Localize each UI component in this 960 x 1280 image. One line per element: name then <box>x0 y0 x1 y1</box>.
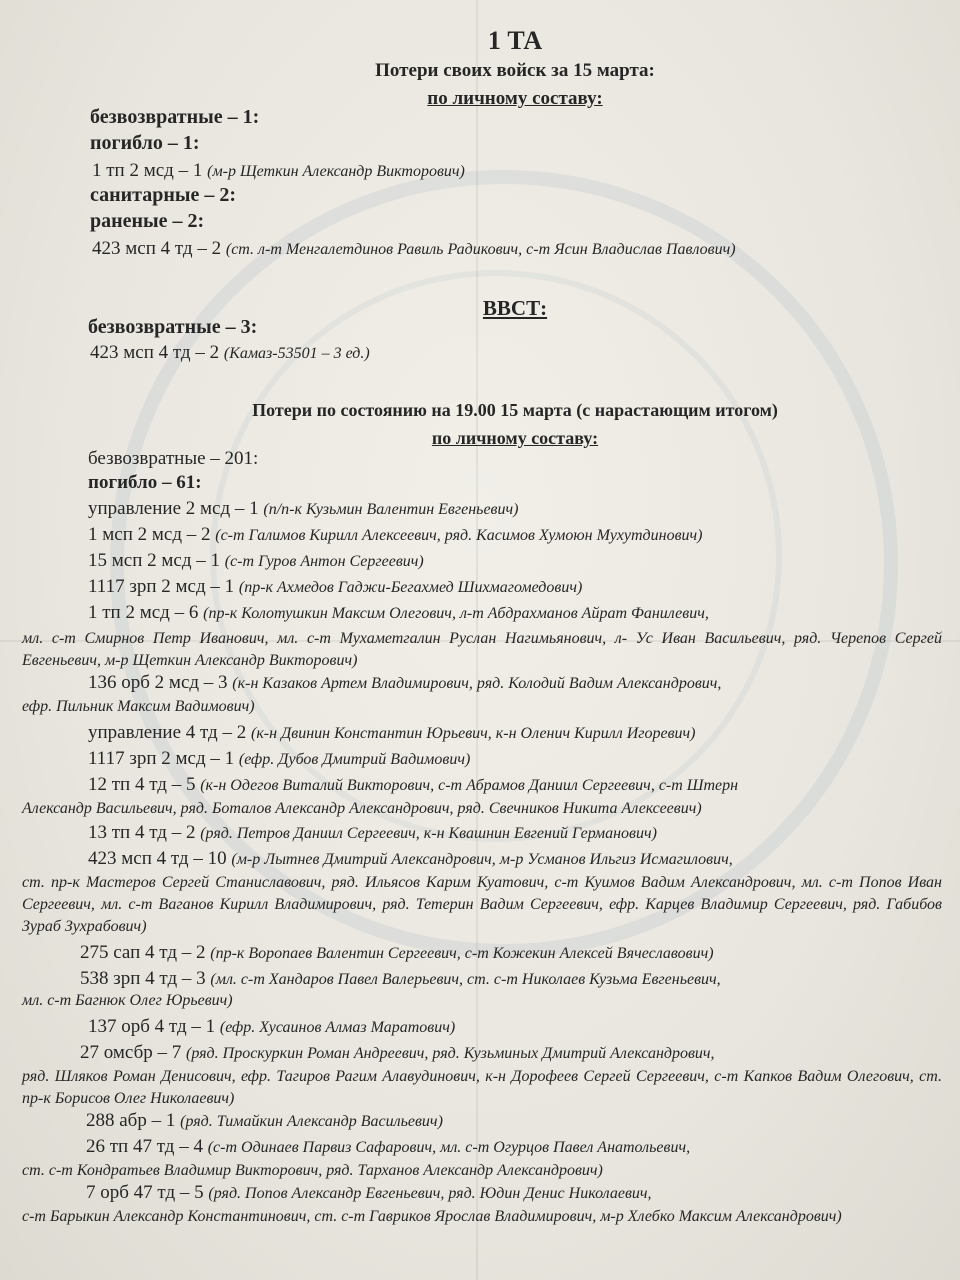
document-title: 1 ТА <box>487 26 543 55</box>
entry-16-continuation: ст. с-т Кондратьев Владимир Викторович, ряд. Тарханов Александр Александрович) <box>22 1162 603 1179</box>
day-sanitary: санитарные – 2: <box>90 184 237 206</box>
names-list: (ряд. Проскуркин Роман Андреевич, ряд. Кузьминых Дмитрий Александрович, <box>186 1045 715 1062</box>
names-list: (с-т Гуров Антон Сергеевич) <box>224 553 424 570</box>
names-list: (мл. с-т Хандаров Павел Валерьевич, ст. с-т Николаев Кузьма Евгеньевич, <box>210 971 721 988</box>
entry-16 <box>86 1136 690 1158</box>
day-wounded: раненые – 2: <box>90 210 205 232</box>
unit-label: 423 мсп 4 тд – 10 <box>88 848 227 869</box>
names-list: (Камаз-53501 – 3 ед.) <box>223 345 370 362</box>
unit-label: 1 тп 2 мсд – 6 <box>88 602 199 623</box>
day-irrecoverable: безвозвратные – 1: <box>90 106 260 128</box>
names-list: (ст. л-т Менгалетдинов Равиль Радикович, с-т Ясин Владислав Павлович) <box>225 241 736 258</box>
names-list: (с-т Галимов Кирилл Алексеевич, ряд. Касимов Хумоюн Мухутдинович) <box>215 527 703 544</box>
day-losses-heading: Потери своих войск за 15 марта: <box>375 60 655 81</box>
entry-5 <box>88 672 721 694</box>
unit-label: 27 омсбр – 7 <box>80 1042 182 1063</box>
cumulative-heading: Потери по состоянию на 19.00 15 марта (с нарастающим итогом) <box>252 400 778 420</box>
cumulative-personnel-heading: по личному составу: <box>431 428 599 448</box>
names-list: (п/п-к Кузьмин Валентин Евгеньевич) <box>263 501 519 518</box>
entry-12 <box>80 968 721 990</box>
entry-4 <box>88 602 709 624</box>
entry-3 <box>88 576 582 598</box>
entry-0 <box>88 498 518 520</box>
equipment-irrecoverable: безвозвратные – 3: <box>88 316 258 338</box>
unit-label: 288 абр – 1 <box>86 1110 176 1131</box>
entry-14-continuation: ряд. Шляков Роман Денисович, ефр. Тагиров Рагим Алавудинович, к-н Дорофеев Сергей Сергеевич, с-т Капков Вадим Олегович, ст. пр-к Борисов Олег Николаевич) <box>22 1068 942 1107</box>
entry-15 <box>86 1110 443 1132</box>
unit-label: управление 4 тд – 2 <box>88 722 247 743</box>
entry-14 <box>80 1042 715 1064</box>
entry-8 <box>88 774 738 796</box>
day-wounded-line <box>92 238 736 260</box>
names-list: (с-т Одинаев Парвиз Сафарович, мл. с-т Огурцов Павел Анатольевич, <box>207 1139 691 1156</box>
entry-10 <box>88 848 733 870</box>
cumulative-killed: погибло – 61: <box>88 472 202 493</box>
entry-17-continuation: с-т Барыкин Александр Константинович, ст. с-т Гавриков Ярослав Владимирович, м-р Хлебко Максим Александрович) <box>22 1208 842 1225</box>
day-personnel-heading: по личному составу: <box>427 88 603 109</box>
entry-8-continuation: Александр Васильевич, ряд. Боталов Александр Александрович, ряд. Свечников Никита Алексеевич) <box>22 800 702 817</box>
entry-12-continuation: мл. с-т Багнюк Олег Юрьевич) <box>22 992 233 1009</box>
entry-11 <box>80 942 714 964</box>
names-list: (ефр. Хусаинов Алмаз Маратович) <box>219 1019 456 1036</box>
day-killed-line <box>92 160 465 182</box>
unit-label: 13 тп 4 тд – 2 <box>88 822 196 843</box>
unit-label: 275 сап 4 тд – 2 <box>80 942 206 963</box>
names-list: (ряд. Петров Даниил Сергеевич, к-н Квашнин Евгений Германович) <box>200 825 657 842</box>
names-list: (м-р Лытнев Дмитрий Александрович, м-р Усманов Ильгиз Исмагилович, <box>231 851 733 868</box>
names-list: (ряд. Попов Александр Евгеньевич, ряд. Юдин Денис Николаевич, <box>208 1185 652 1202</box>
unit-label: 1 мсп 2 мсд – 2 <box>88 524 211 545</box>
names-list: (м-р Щеткин Александр Викторович) <box>207 163 465 180</box>
day-killed: погибло – 1: <box>90 132 200 154</box>
unit-label: 136 орб 2 мсд – 3 <box>88 672 228 693</box>
unit-label: управление 2 мсд – 1 <box>88 498 259 519</box>
unit-label: 26 тп 47 тд – 4 <box>86 1136 203 1157</box>
entry-6 <box>88 722 696 744</box>
names-list: (к-н Одегов Виталий Викторович, с-т Абрамов Даниил Сергеевич, с-т Штерн <box>200 777 739 794</box>
unit-label: 1117 зрп 2 мсд – 1 <box>88 748 235 769</box>
entry-13 <box>88 1016 455 1038</box>
unit-label: 423 мсп 4 тд – 2 <box>90 342 220 363</box>
names-list: (ряд. Тимайкин Александр Васильевич) <box>180 1113 443 1130</box>
entry-2 <box>88 550 424 572</box>
unit-label: 538 зрп 4 тд – 3 <box>80 968 206 989</box>
unit-label: 1117 зрп 2 мсд – 1 <box>88 576 235 597</box>
names-list: (к-н Двинин Константин Юрьевич, к-н Оленич Кирилл Игоревич) <box>250 725 696 742</box>
unit-label: 7 орб 47 тд – 5 <box>86 1182 204 1203</box>
equipment-line <box>90 342 370 364</box>
unit-label: 137 орб 4 тд – 1 <box>88 1016 216 1037</box>
entry-17 <box>86 1182 652 1204</box>
unit-label: 12 тп 4 тд – 5 <box>88 774 196 795</box>
entry-10-continuation: ст. пр-к Мастеров Сергей Станиславович, ряд. Ильясов Карим Куатович, с-т Куимов Вадим Александрович, мл. с-т Попов Иван Сергеевич, мл. с-т Ваганов Кирилл Владимирович, ряд. Тетерин Вадим Сергеевич, ефр. Карцев Владимир Сергеевич, ряд. Габибов Зураб Зухрабович) <box>22 874 942 935</box>
entry-7 <box>88 748 470 770</box>
names-list: (пр-к Ахмедов Гаджи-Бегахмед Шихмагомедович) <box>238 579 583 596</box>
names-list: (к-н Казаков Артем Владимирович, ряд. Колодий Вадим Александрович, <box>232 675 722 692</box>
unit-label: 1 тп 2 мсд – 1 <box>92 160 203 181</box>
unit-label: 423 мсп 4 тд – 2 <box>92 238 222 259</box>
cumulative-irrecoverable: безвозвратные – 201: <box>88 448 259 469</box>
entry-9 <box>88 822 657 844</box>
entry-4-continuation: мл. с-т Смирнов Петр Иванович, мл. с-т Мухаметгалин Руслан Нагимьянович, л- Ус Иван Васильевич, ряд. Черепов Сергей Евгеньевич, м-р Щеткин Александр Викторович) <box>22 630 942 669</box>
names-list: (пр-к Воропаев Валентин Сергеевич, с-т Кожекин Алексей Вячеславович) <box>210 945 714 962</box>
entry-5-continuation: ефр. Пильник Максим Вадимович) <box>22 698 255 715</box>
entry-1 <box>88 524 702 546</box>
equipment-heading: ВВСТ: <box>482 296 548 320</box>
names-list: (ефр. Дубов Дмитрий Вадимович) <box>238 751 471 768</box>
unit-label: 15 мсп 2 мсд – 1 <box>88 550 220 571</box>
names-list: (пр-к Колотушкин Максим Олегович, л-т Абдрахманов Айрат Фанилевич, <box>203 605 709 622</box>
